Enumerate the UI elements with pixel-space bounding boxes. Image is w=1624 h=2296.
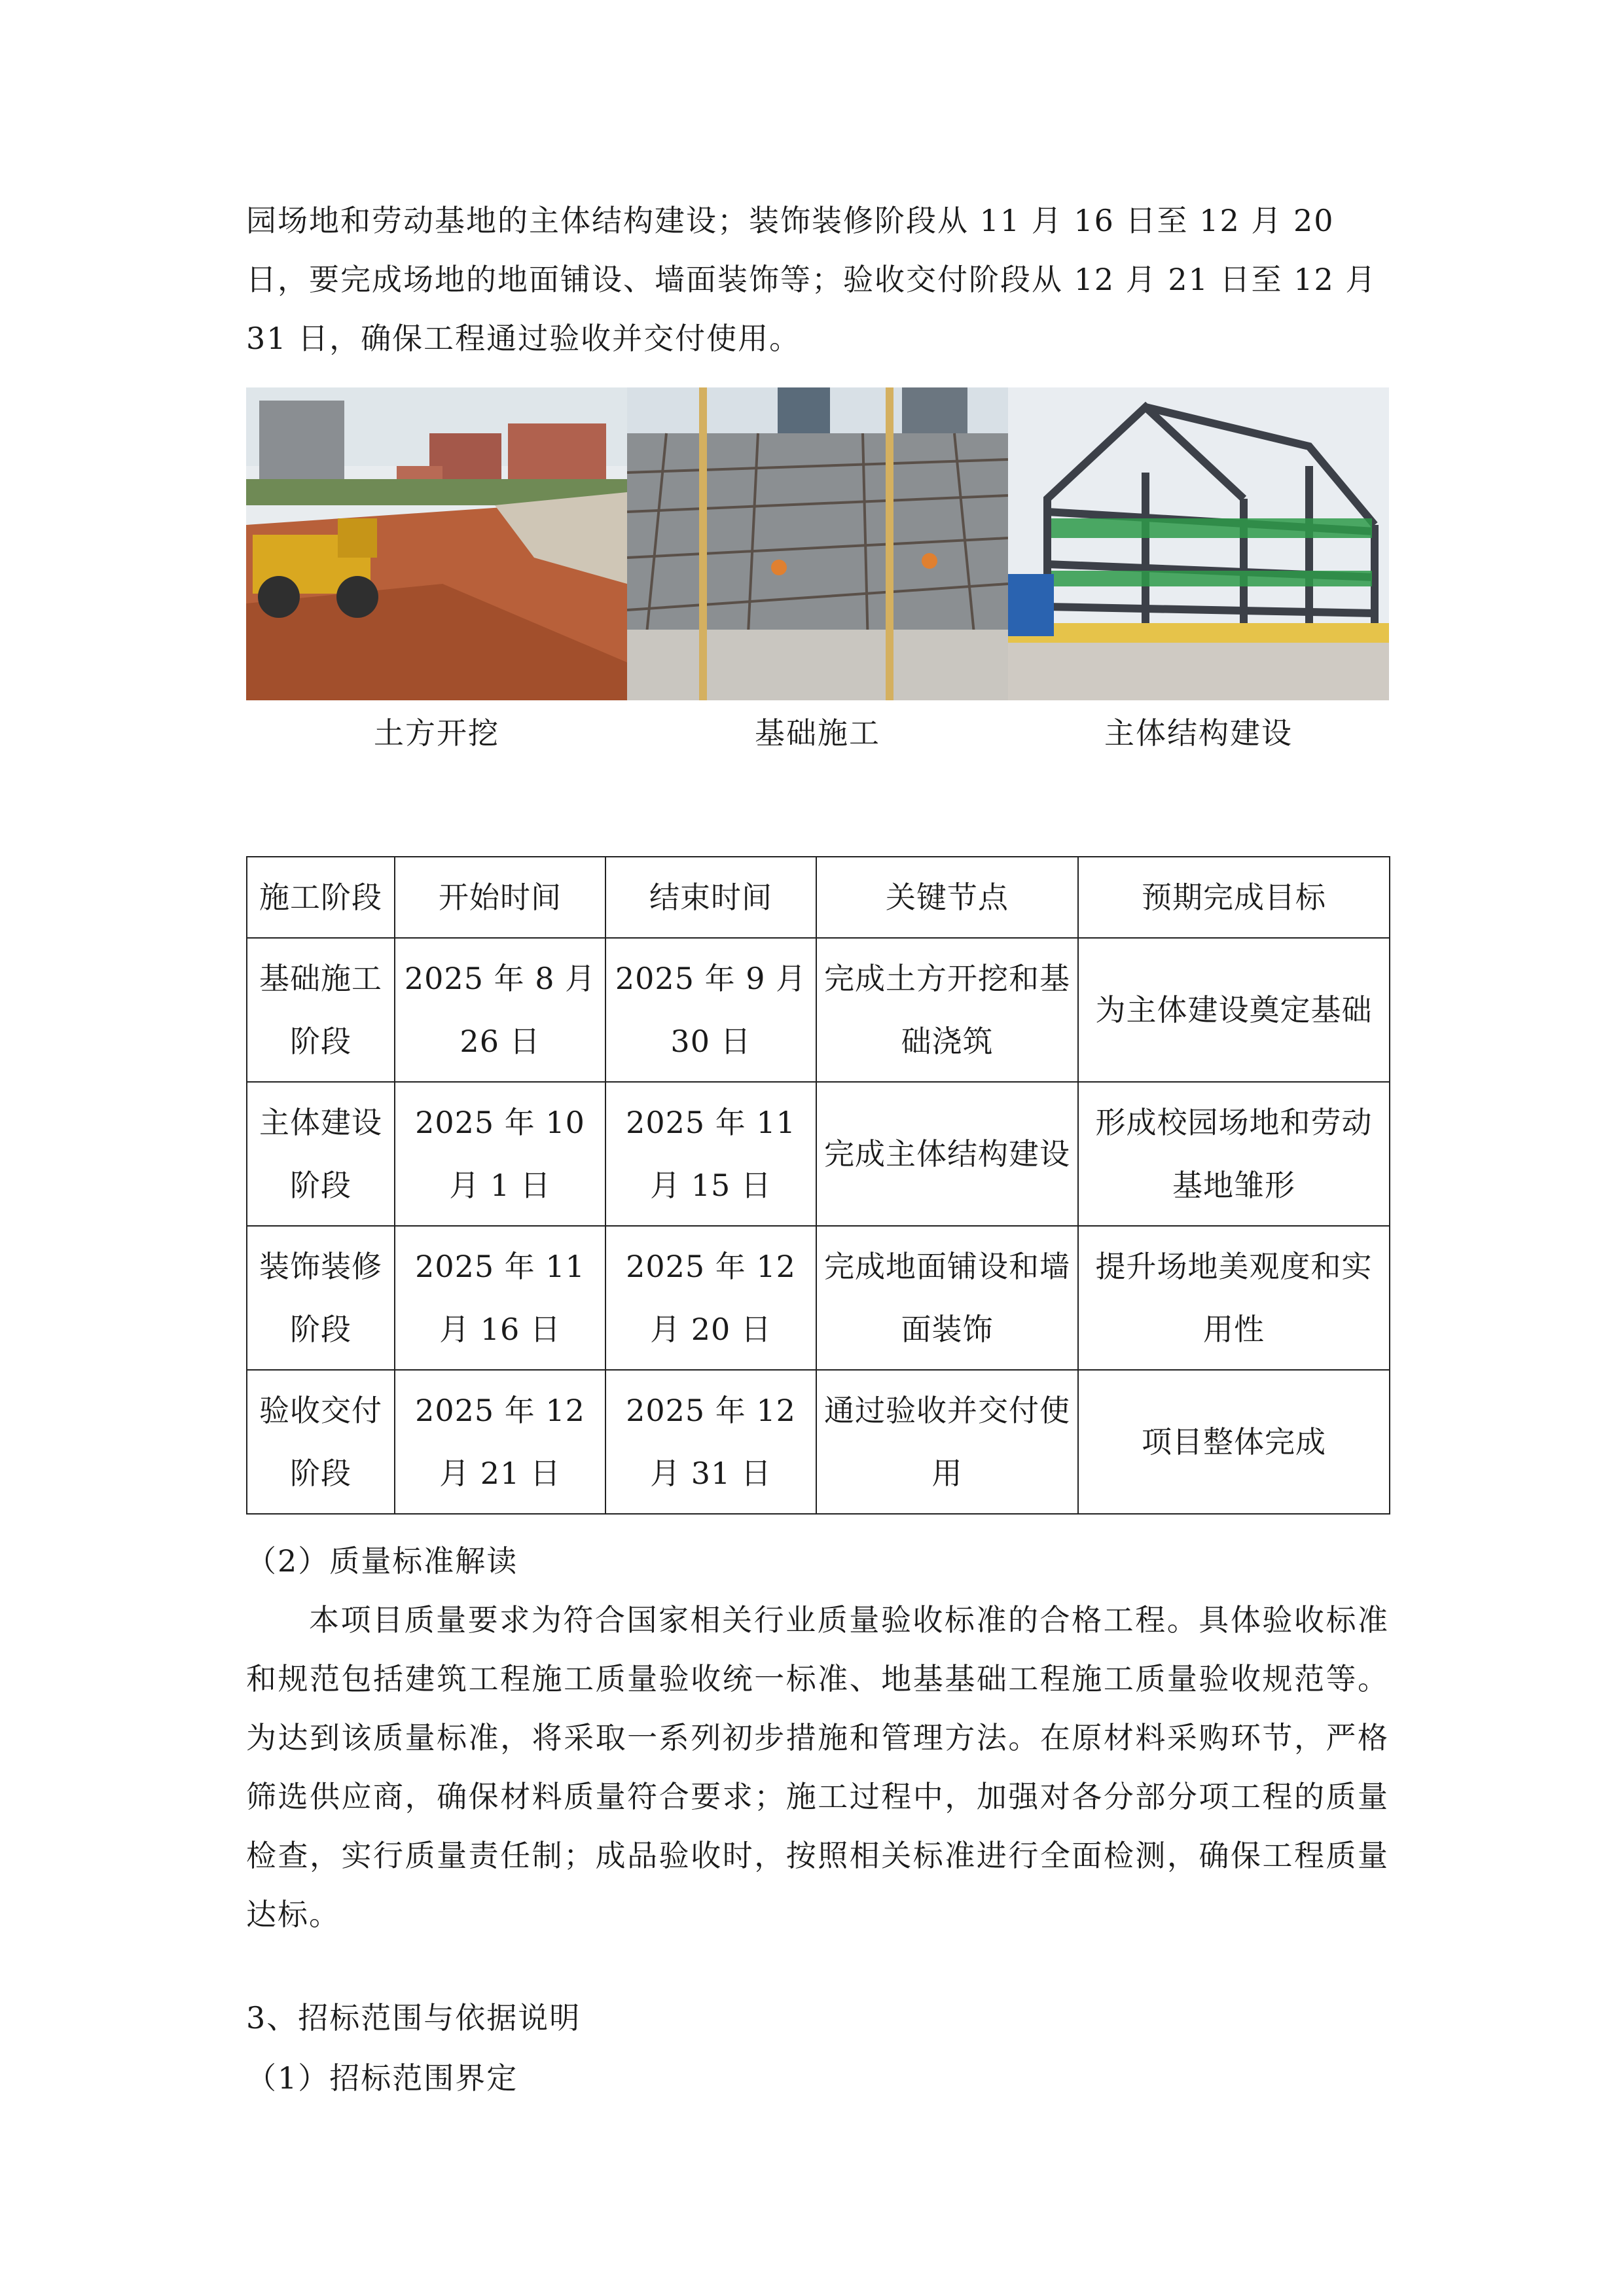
- table-cell: 2025 年 12 月 31 日: [605, 1370, 816, 1514]
- table-cell: 完成土方开挖和基础浇筑: [816, 938, 1078, 1082]
- schedule-table: [246, 856, 1390, 1515]
- excavation-photo: [246, 387, 627, 700]
- table-row: [247, 1082, 1390, 1226]
- table-cell: 装饰装修阶段: [247, 1226, 395, 1370]
- foundation-photo: [627, 387, 1008, 700]
- table-cell: 2025 年 8 月 26 日: [395, 938, 605, 1082]
- table-cell: 通过验收并交付使用: [816, 1370, 1078, 1514]
- caption-excavation: 土方开挖: [374, 715, 499, 751]
- table-cell: 2025 年 9 月 30 日: [605, 938, 816, 1082]
- header-end: 结束时间: [605, 857, 816, 938]
- subsection-heading: （1）招标范围界定: [246, 2060, 518, 2096]
- table-header-row: [247, 857, 1390, 938]
- section-heading: 3、招标范围与依据说明: [246, 2000, 581, 2036]
- table-cell: 主体建设阶段: [247, 1082, 395, 1226]
- header-goal: 预期完成目标: [1078, 857, 1390, 938]
- table-cell: 验收交付阶段: [247, 1370, 395, 1514]
- table-cell: 2025 年 11 月 15 日: [605, 1082, 816, 1226]
- table-cell: 基础施工阶段: [247, 938, 395, 1082]
- header-start: 开始时间: [395, 857, 605, 938]
- table-cell: 为主体建设奠定基础: [1078, 938, 1390, 1082]
- table-cell: 完成主体结构建设: [816, 1082, 1078, 1226]
- header-stage: 施工阶段: [247, 857, 395, 938]
- quality-heading: （2）质量标准解读: [246, 1543, 518, 1579]
- table-cell: 2025 年 11 月 16 日: [395, 1226, 605, 1370]
- intro-line-2: 日，要完成场地的地面铺设、墙面装饰等；验收交付阶段从 12 月 21 日至 12 月: [246, 262, 1377, 297]
- intro-line-1: 园场地和劳动基地的主体结构建设；装饰装修阶段从 11 月 16 日至 12 月 20: [246, 203, 1335, 238]
- table-row: [247, 1370, 1390, 1514]
- table-cell: 2025 年 12 月 20 日: [605, 1226, 816, 1370]
- quality-paragraph: 本项目质量要求为符合国家相关行业质量验收标准的合格工程。具体验收标准和规范包括建筑工程施工质量验收统一标准、地基基础工程施工质量验收规范等。为达到该质量标准，将采取一系列初步措施和管理方法。在原材料采购环节，严格筛选供应商，确保材料质量符合要求；施工过程中，加强对各分部分项工程的质量检查，实行质量责任制；成品验收时，按照相关标准进行全面检测，确保工程质量达标。: [246, 1602, 1389, 1932]
- structure-photo: [1008, 387, 1389, 700]
- table-cell: 2025 年 10 月 1 日: [395, 1082, 605, 1226]
- caption-foundation: 基础施工: [755, 715, 880, 751]
- table-cell: 项目整体完成: [1078, 1370, 1390, 1514]
- table-row: [247, 938, 1390, 1082]
- table-cell: 2025 年 12 月 21 日: [395, 1370, 605, 1514]
- intro-line-3: 31 日，确保工程通过验收并交付使用。: [246, 321, 801, 356]
- table-cell: 完成地面铺设和墙面装饰: [816, 1226, 1078, 1370]
- header-milestone: 关键节点: [816, 857, 1078, 938]
- table-row: [247, 1226, 1390, 1370]
- photo-captions: [246, 704, 1389, 762]
- photo-strip: [246, 387, 1389, 700]
- caption-structure: 主体结构建设: [1104, 715, 1293, 751]
- table-cell: 提升场地美观度和实用性: [1078, 1226, 1390, 1370]
- table-cell: 形成校园场地和劳动基地雏形: [1078, 1082, 1390, 1226]
